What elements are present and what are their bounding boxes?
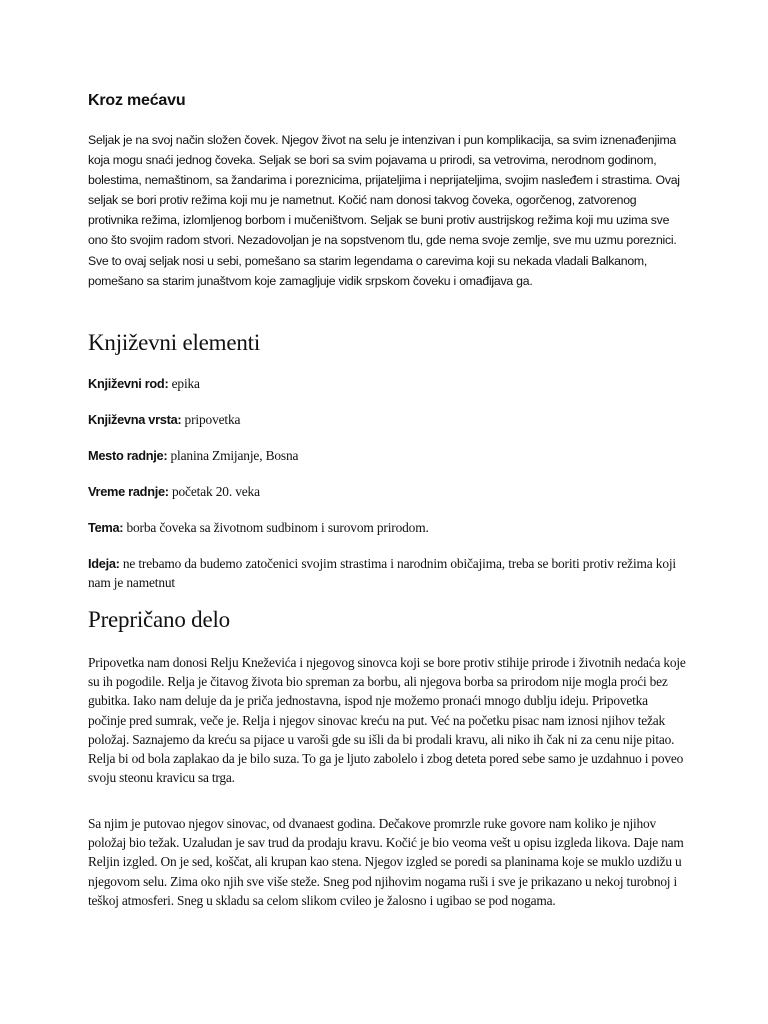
field-setting-place [88, 446, 684, 465]
field-value: epika [168, 376, 200, 391]
field-label: Ideja: [88, 556, 120, 571]
field-value: planina Zmijanje, Bosna [167, 448, 299, 463]
intro-paragraph: Seljak je na svoj način složen čovek. Njegov život na selu je intenzivan i pun komplikacija, sa svim iznenađenjima koja mogu snaći jednog čoveka. Seljak se bori sa svim pojavama u prirodi, sa vetrovima, nerodnom godinom, bolestima, nemaštinom, sa žandarima i poreznicima, prijateljima i neprijateljima, svojim nasleđem i strastima. Ovaj seljak se bori protiv režima koji mu je nametnut. Kočić nam donosi takvog čoveka, ogorčenog, zatvorenog protivnika režima, izlomljenog borbom i mučeništvom. Seljak se buni protiv austrijskog režima koji mu uzima sve ono što svojim radom stvori. Nezadovoljan je na sopstvenom tlu, gde nema svoje zemlje, sve mu uzmu poreznici. Sve to ovaj seljak nosi u sebi, pomešano sa starim legendama o carevima koji su nekada vladali Balkanom, pomešano sa starim junaštvom koje zamagljuje vidik srpskom čoveku i omađijava ga. [88, 133, 680, 288]
section-title-elements: Književni elementi [88, 330, 261, 355]
field-label: Tema: [88, 520, 124, 535]
field-idea [88, 554, 684, 592]
field-label: Književni rod: [88, 376, 169, 391]
field-setting-time [88, 482, 684, 501]
field-value: ne trebamo da budemo zatočenici svojim strastima i narodnim običajima, treba se boriti protiv režima koji nam je nametnut [88, 556, 677, 591]
field-label: Mesto radnje: [88, 448, 168, 463]
field-literary-form [88, 410, 684, 429]
field-label: Vreme radnje: [88, 484, 169, 499]
field-literary-genre [88, 374, 684, 393]
field-value: borba čoveka sa životnom sudbinom i surovom prirodom. [123, 520, 429, 535]
section-title-retold: Prepričano delo [88, 607, 230, 632]
retold-paragraph: Pripovetka nam donosi Relju Kneževića i njegovog sinovca koji se bore protiv stihije prirode i životnih nedaća koje su ih pogodile. Relja je čitavog života bio spreman za borbu, ali njegova borba sa prirodom nije mogla proći bez gubitka. Iako nam deluje da je priča jednostavna, ispod nje možemo pronaći mnogo dublju ideju. Pripovetka počinje pred sumrak, veče je. Relja i njegov sinovac kreću na put. Već na početku pisac nam iznosi njihov težak položaj. Saznajemo da kreću sa pijace u varoši gde su išli da bi prodali kravu, ali niko ih čak ni za cenu nije pitao. Relja bi od bola zaplakao da je bilo suza. To ga je ljuto zabolelo i zbog deteta pored sebe samo je uzdahnuo i poveo svoju steonu kravicu sa trga. [88, 655, 686, 786]
retold-paragraph: Sa njim je putovao njegov sinovac, od dvanaest godina. Dečakove promrzle ruke govore nam koliko je njihov položaj bio težak. Uzaludan je sav trud da prodaju kravu. Kočić je bio veoma vešt u opisu izgleda likova. Daje nam Reljin izgled. On je sed, koščat, ali krupan kao stena. Njegov izgled se poredi sa planinama koje se muklo uzdižu u njegovom selu. Zima oko njih sve više steže. Sneg pod njihovim nogama ruši i sve je prikazano u nekoj turobnoj i teškoj atmosferi. Sneg u skladu sa celom slikom cvileo je žalosno i ugibao se pod nogama. [88, 816, 684, 908]
field-theme [88, 518, 684, 537]
field-value: pripovetka [181, 412, 241, 427]
field-value: početak 20. veka [168, 484, 260, 499]
field-label: Književna vrsta: [88, 412, 182, 427]
section-title-intro: Kroz mećavu [88, 92, 186, 109]
